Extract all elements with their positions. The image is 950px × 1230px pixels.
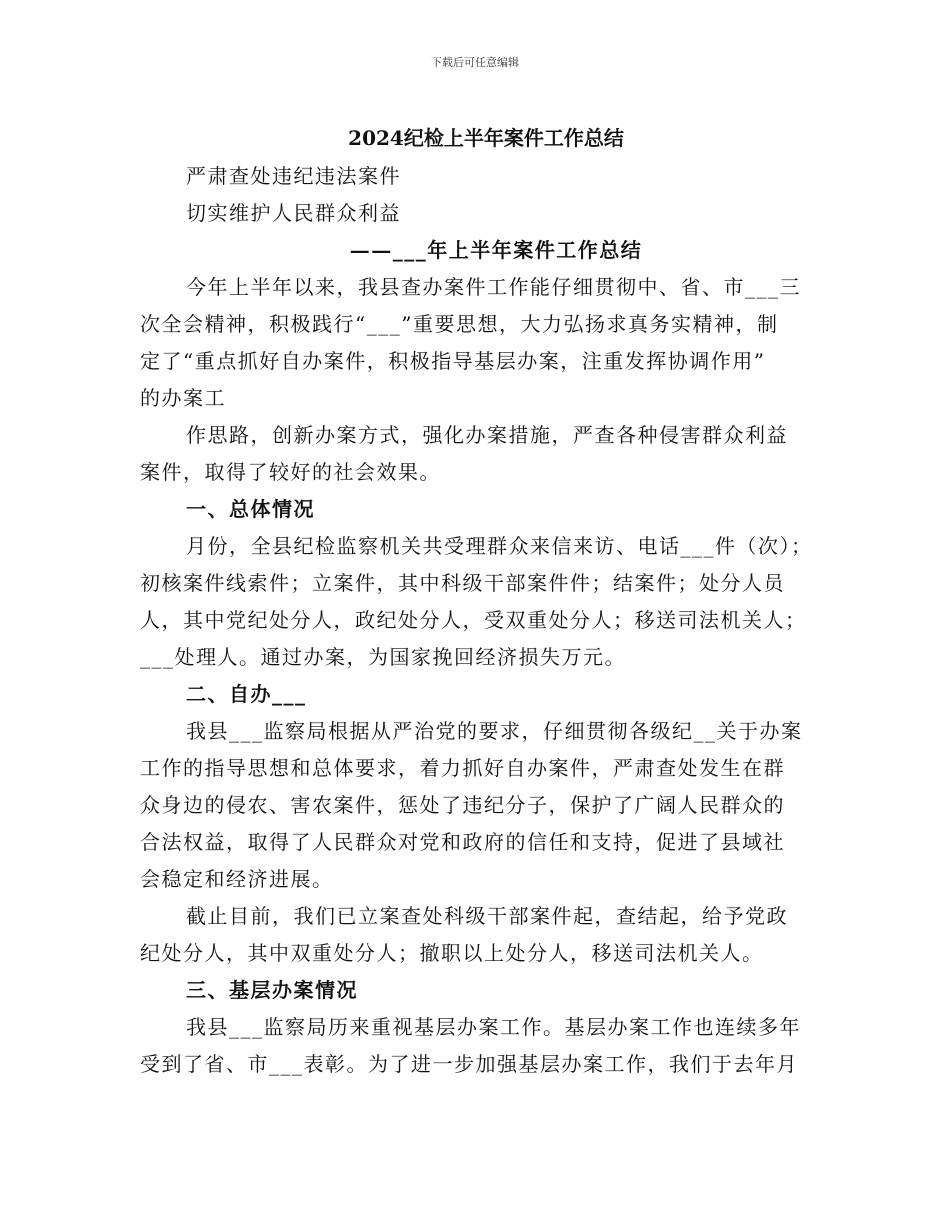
section-2-paragraph-b [140,898,812,972]
paragraph-line: 作思路，创新办案方式，强化办案措施，严查各种侵害群众利益 [186,423,788,447]
paragraph-line: 截止目前，我们已立案查处科级干部案件起，查结起，给予党政 [186,904,788,928]
intro-paragraph [140,269,812,417]
section-heading-1: 一、总体情况 [186,497,315,521]
page-header-note: 下载后可任意编辑 [431,56,519,69]
paragraph-line: 案件，取得了较好的社会效果。 [140,460,441,484]
paragraph-line: 我县___监察局根据从严治党的要求，仔细贯彻各级纪__关于办案 [186,719,803,743]
headline-line-2: 切实维护人民群众利益 [186,201,401,225]
paragraph-line: 我县___监察局历来重视基层办案工作。基层办案工作也连续多年 [186,1015,801,1039]
paragraph-line: 受到了省、市___表彰。为了进一步加强基层办案工作，我们于去年月 [140,1052,798,1076]
paragraph-line: 众身边的侵农、害农案件，惩处了违纪分子，保护了广阔人民群众的 [140,793,785,817]
section-heading-3: 三、基层办案情况 [186,978,358,1002]
paragraph-line: 工作的指导思想和总体要求，着力抓好自办案件，严肃查处发生在群 [140,756,785,780]
paragraph-line: 今年上半年以来，我县查办案件工作能仔细贯彻中、省、市___三 [186,275,801,299]
paragraph-line: 纪处分人，其中双重处分人；撤职以上处分人，移送司法机关人。 [140,941,764,965]
document-body [140,118,812,1083]
paragraph-line: 初核案件线索件；立案件，其中科级干部案件件；结案件；处分人员 [140,571,785,595]
document-subtitle: ——___年上半年案件工作总结 [349,238,643,262]
section-1-paragraph [140,528,812,676]
paragraph-line: 次全会精神，积极践行“___”重要思想，大力弘扬求真务实精神，制 [140,312,779,336]
section-heading-2: 二、自办___ [186,682,307,706]
paragraph-line: 月份，全县纪检监察机关共受理群众来信来访、电话___件（次）； [186,534,813,558]
paragraph-line: 定了“重点抓好自办案件，积极指导基层办案，注重发挥协调作用” [140,349,766,373]
paragraph-line: 人，其中党纪处分人，政纪处分人，受双重处分人；移送司法机关人； [140,608,807,632]
section-3-paragraph [140,1009,812,1083]
paragraph-line: ___处理人。通过办案，为国家挽回经济损失万元。 [140,645,626,669]
intro-paragraph-2 [140,417,812,491]
document-title: 2024纪检上半年案件工作总结 [348,126,624,150]
headline-line-1: 严肃查处违纪违法案件 [186,164,401,188]
paragraph-line: 合法权益，取得了人民群众对党和政府的信任和支持，促进了县域社 [140,830,785,854]
paragraph-line: 的办案工 [140,386,226,410]
section-2-paragraph [140,713,812,898]
paragraph-line: 会稳定和经济进展。 [140,867,334,891]
